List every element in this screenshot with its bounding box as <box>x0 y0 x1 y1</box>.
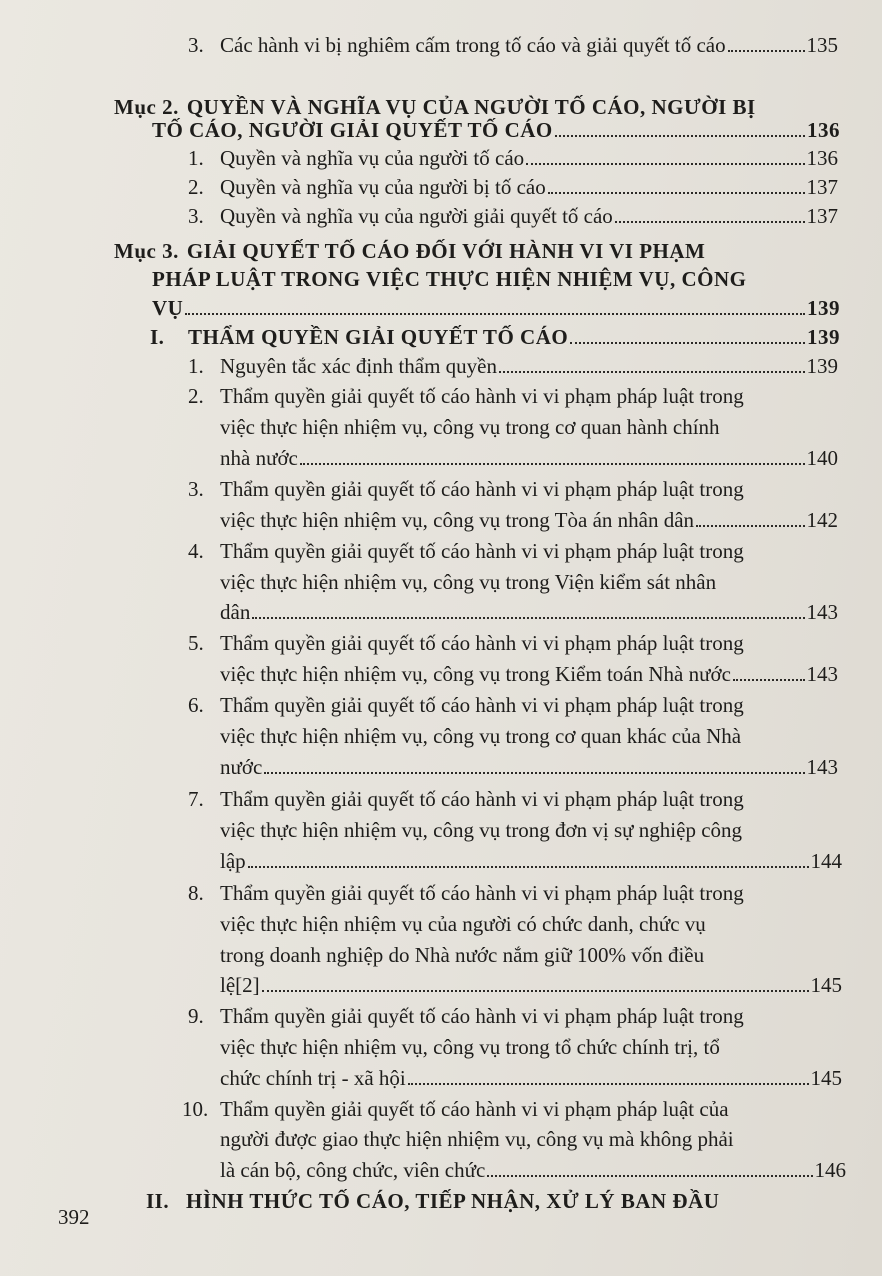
entry-number: 8. <box>188 881 204 905</box>
toc-entry <box>188 381 838 411</box>
entry-title-cont: nhà nước <box>220 446 298 470</box>
entry-title-cont: việc thực hiện nhiệm vụ, công vụ trong cơ quan hành chính <box>220 415 720 439</box>
section-heading-line2 <box>152 264 840 294</box>
entry-number: 5. <box>188 631 204 655</box>
entry-number: 2. <box>188 384 204 408</box>
leader-dots <box>615 203 805 223</box>
entry-page: 140 <box>806 446 838 470</box>
entry-title-cont: dân <box>220 600 251 624</box>
toc-entry <box>188 143 838 173</box>
entry-title: Thẩm quyền giải quyết tố cáo hành vi vi phạm pháp luật trong <box>220 1004 744 1028</box>
entry-page: 145 <box>810 1066 842 1090</box>
section-heading-line2 <box>152 115 840 145</box>
entry-number: 10. <box>182 1097 209 1121</box>
entry-page: 137 <box>806 204 838 228</box>
entry-title: Nguyên tắc xác định thẩm quyền <box>220 354 497 378</box>
entry-title-cont: chức chính trị - xã hội <box>220 1066 406 1090</box>
entry-title: Thẩm quyền giải quyết tố cáo hành vi vi phạm pháp luật trong <box>220 477 744 501</box>
section-title-line: PHÁP LUẬT TRONG VIỆC THỰC HIỆN NHIỆM VỤ, CÔNG <box>152 267 747 291</box>
entry-title-cont: việc thực hiện nhiệm vụ, công vụ trong Kiểm toán Nhà nước <box>220 662 731 686</box>
leader-dots <box>733 661 805 681</box>
entry-title: Thẩm quyền giải quyết tố cáo hành vi vi phạm pháp luật của <box>220 1097 729 1121</box>
entry-title-cont: việc thực hiện nhiệm vụ, công vụ trong đơn vị sự nghiệp công <box>220 818 743 842</box>
heading-number: II. <box>146 1189 170 1213</box>
leader-dots <box>252 599 804 619</box>
leader-dots <box>264 754 804 774</box>
leader-dots <box>696 507 804 527</box>
entry-number: 3. <box>188 33 204 57</box>
entry-page: 144 <box>810 849 842 873</box>
entry-number: 3. <box>188 477 204 501</box>
entry-number: 6. <box>188 693 204 717</box>
entry-title-cont: lập <box>220 849 246 873</box>
entry-page: 146 <box>814 1158 846 1182</box>
leader-dots <box>300 445 805 465</box>
leader-dots <box>728 32 805 52</box>
leader-dots <box>248 848 809 868</box>
heading-title: HÌNH THỨC TỐ CÁO, TIẾP NHẬN, XỬ LÝ BAN ĐẦU <box>186 1189 720 1213</box>
toc-entry-last <box>220 970 842 1000</box>
toc-entry <box>188 878 838 908</box>
section-heading <box>114 236 844 266</box>
toc-entry <box>182 1094 838 1124</box>
heading-title: THẨM QUYỀN GIẢI QUYẾT TỐ CÁO <box>188 325 569 349</box>
section-page: 139 <box>807 296 840 320</box>
entry-title-cont: việc thực hiện nhiệm vụ, công vụ trong tổ chức chính trị, tổ <box>220 1035 720 1059</box>
entry-title-cont: là cán bộ, công chức, viên chức <box>220 1158 486 1182</box>
page-number: 392 <box>58 1205 90 1229</box>
toc-entry-last <box>220 659 838 689</box>
entry-title-cont: việc thực hiện nhiệm vụ, công vụ trong Tòa án nhân dân <box>220 508 695 532</box>
entry-title-cont: lệ[2] <box>220 973 260 997</box>
toc-entry <box>188 1001 838 1031</box>
entry-page: 143 <box>806 662 838 686</box>
section-title-line: VỤ <box>152 296 184 320</box>
leader-dots <box>408 1065 809 1085</box>
leader-dots <box>185 295 805 315</box>
entry-number: 1. <box>188 354 204 378</box>
leader-dots <box>555 117 805 137</box>
toc-entry <box>188 30 838 60</box>
toc-entry-last <box>220 752 838 782</box>
entry-title: Thẩm quyền giải quyết tố cáo hành vi vi phạm pháp luật trong <box>220 787 744 811</box>
leader-dots <box>570 324 805 344</box>
entry-number: 2. <box>188 175 204 199</box>
entry-page: 143 <box>806 600 838 624</box>
section-heading-line3 <box>152 293 840 323</box>
section-prefix: Mục 3. <box>114 239 179 263</box>
section-prefix: Mục 2. <box>114 95 179 119</box>
entry-title-cont: việc thực hiện nhiệm vụ, công vụ trong Viện kiểm sát nhân <box>220 570 717 594</box>
entry-page: 142 <box>806 508 838 532</box>
leader-dots <box>262 972 809 992</box>
chapter-heading <box>150 322 840 352</box>
entry-title: Các hành vi bị nghiêm cấm trong tố cáo và giải quyết tố cáo <box>220 33 726 57</box>
toc-entry <box>188 628 838 658</box>
entry-title: Thẩm quyền giải quyết tố cáo hành vi vi phạm pháp luật trong <box>220 693 744 717</box>
toc-entry-last <box>220 597 838 627</box>
entry-page: 143 <box>806 755 838 779</box>
entry-title: Thẩm quyền giải quyết tố cáo hành vi vi phạm pháp luật trong <box>220 631 744 655</box>
chapter-heading <box>146 1186 846 1216</box>
toc-entry <box>188 690 838 720</box>
entry-title: Quyền và nghĩa vụ của người bị tố cáo <box>220 175 546 199</box>
entry-title: Thẩm quyền giải quyết tố cáo hành vi vi phạm pháp luật trong <box>220 881 744 905</box>
entry-page: 136 <box>806 146 838 170</box>
entry-number: 9. <box>188 1004 204 1028</box>
entry-title-cont: việc thực hiện nhiệm vụ của người có chức danh, chức vụ <box>220 912 706 936</box>
toc-entry-last <box>220 1155 846 1185</box>
toc-entry <box>188 474 838 504</box>
section-title-line: QUYỀN VÀ NGHĨA VỤ CỦA NGƯỜI TỐ CÁO, NGƯỜI BỊ <box>186 95 756 119</box>
leader-dots <box>487 1157 812 1177</box>
entry-title: Thẩm quyền giải quyết tố cáo hành vi vi phạm pháp luật trong <box>220 539 744 563</box>
leader-dots <box>499 353 805 373</box>
toc-entry <box>188 536 838 566</box>
toc-entry <box>188 172 838 202</box>
toc-entry-last <box>220 443 838 473</box>
section-title-line: TỐ CÁO, NGƯỜI GIẢI QUYẾT TỐ CÁO <box>152 118 553 142</box>
toc-entry-last <box>220 505 838 535</box>
toc-entry <box>188 201 838 231</box>
entry-page: 145 <box>810 973 842 997</box>
section-title-line: GIẢI QUYẾT TỐ CÁO ĐỐI VỚI HÀNH VI VI PHẠM <box>186 239 706 263</box>
entry-title-cont: việc thực hiện nhiệm vụ, công vụ trong cơ quan khác của Nhà <box>220 724 742 748</box>
heading-page: 139 <box>807 325 840 349</box>
entry-title-cont: nước <box>220 755 263 779</box>
entry-page: 137 <box>806 175 838 199</box>
entry-title: Thẩm quyền giải quyết tố cáo hành vi vi phạm pháp luật trong <box>220 384 744 408</box>
entry-number: 3. <box>188 204 204 228</box>
entry-title: Quyền và nghĩa vụ của người tố cáo <box>220 146 525 170</box>
leader-dots <box>548 174 805 194</box>
toc-entry <box>188 351 838 381</box>
entry-number: 1. <box>188 146 204 170</box>
entry-page: 139 <box>806 354 838 378</box>
entry-title-cont: trong doanh nghiệp do Nhà nước nắm giữ 100% vốn điều <box>220 943 705 967</box>
leader-dots <box>526 145 804 165</box>
toc-entry <box>188 784 838 814</box>
section-page: 136 <box>807 118 840 142</box>
entry-page: 135 <box>806 33 838 57</box>
heading-number: I. <box>150 325 165 349</box>
toc-entry-last <box>220 846 842 876</box>
entry-number: 4. <box>188 539 204 563</box>
entry-title-cont: người được giao thực hiện nhiệm vụ, công vụ mà không phải <box>220 1127 734 1151</box>
toc-entry-last <box>220 1063 842 1093</box>
entry-number: 7. <box>188 787 204 811</box>
entry-title: Quyền và nghĩa vụ của người giải quyết tố cáo <box>220 204 613 228</box>
